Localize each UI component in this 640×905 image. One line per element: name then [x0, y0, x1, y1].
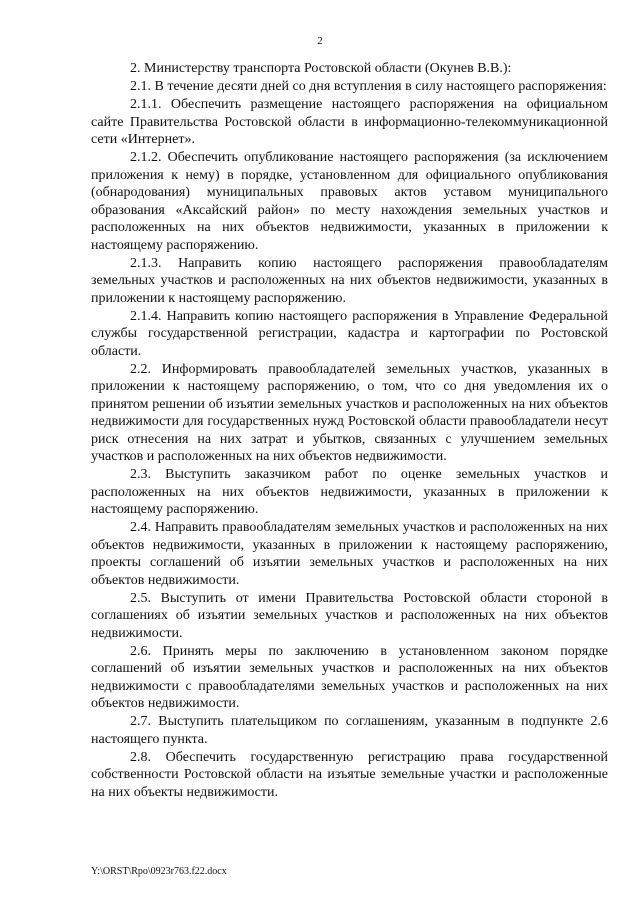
paragraph-2-1-4: 2.1.4. Направить копию настоящего распоряжения в Управление Федеральной службы государственной регистрации, кадастра и картографии по Ростовской области.: [91, 308, 608, 359]
paragraph-2-6: 2.6. Принять меры по заключению в установленном законом порядке соглашений об изъятии земельных участков и расположенных на них объектов недвижимости с правообладателями земельных участков и расположенных на них объектов недвижимости.: [91, 643, 608, 711]
paragraph-2-1-3: 2.1.3. Направить копию настоящего распоряжения правообладателям земельных участков и расположенных на них объектов недвижимости, указанных в приложении к настоящему распоряжению.: [91, 255, 608, 306]
paragraph-2-7: 2.7. Выступить плательщиком по соглашениям, указанным в подпункте 2.6 настоящего пункта.: [91, 714, 608, 747]
footer-file-path: Y:\ORST\Rpo\0923r763.f22.docx: [91, 866, 227, 877]
paragraph-2-3: 2.3. Выступить заказчиком работ по оценке земельных участков и расположенных на них объектов недвижимости, указанных в приложении к настоящему распоряжению.: [91, 467, 608, 517]
paragraph-2-2: 2.2. Информировать правообладателей земельных участков, указанных в приложении к настоящему распоряжению, о том, что со дня уведомления их о принятом решении об изъятии земельных участков и расположенных на них объектов недвижимости для государственных нужд Ростовской области правообладатели несут риск отнесения на них затрат и убытков, связанных с улучшением земельных участков и расположенных на них объектов недвижимости.: [91, 361, 608, 464]
document-body: [91, 60, 608, 802]
paragraph-2-1: 2.1. В течение десяти дней со дня вступления в силу настоящего распоряжения:: [130, 79, 607, 94]
paragraph-2-8: 2.8. Обеспечить государственную регистрацию права государственной собственности Ростовской области на изъятые земельные участки и расположенные на них объекты недвижимости.: [91, 749, 608, 800]
paragraph-2-4: 2.4. Направить правообладателям земельных участков и расположенных на них объектов недвижимости, указанных в приложении к настоящему распоряжению, проекты соглашений об изъятии земельных участков и расположенных на них объектов недвижимости.: [91, 520, 608, 588]
paragraph-2-1-1: 2.1.1. Обеспечить размещение настоящего распоряжения на официальном сайте Правительства Ростовской области в информационно-телекоммуникационной сети «Интернет».: [91, 97, 608, 147]
page-number: 2: [317, 35, 323, 47]
paragraph-2-5: 2.5. Выступить от имени Правительства Ростовской области стороной в соглашениях об изъятии земельных участков и расположенных на них объектов недвижимости.: [91, 590, 608, 641]
paragraph-2: 2. Министерству транспорта Ростовской области (Окунев В.В.):: [130, 61, 512, 76]
paragraph-2-1-2: 2.1.2. Обеспечить опубликование настоящего распоряжения (за исключением приложения к нему) в порядке, установленном для официального опубликования (обнародования) муниципальных правовых актов уставом муниципального образования «Аксайский район» по месту нахождения земельных участков и расположенных на них объектов недвижимости, указанных в приложении к настоящему распоряжению.: [91, 150, 608, 253]
